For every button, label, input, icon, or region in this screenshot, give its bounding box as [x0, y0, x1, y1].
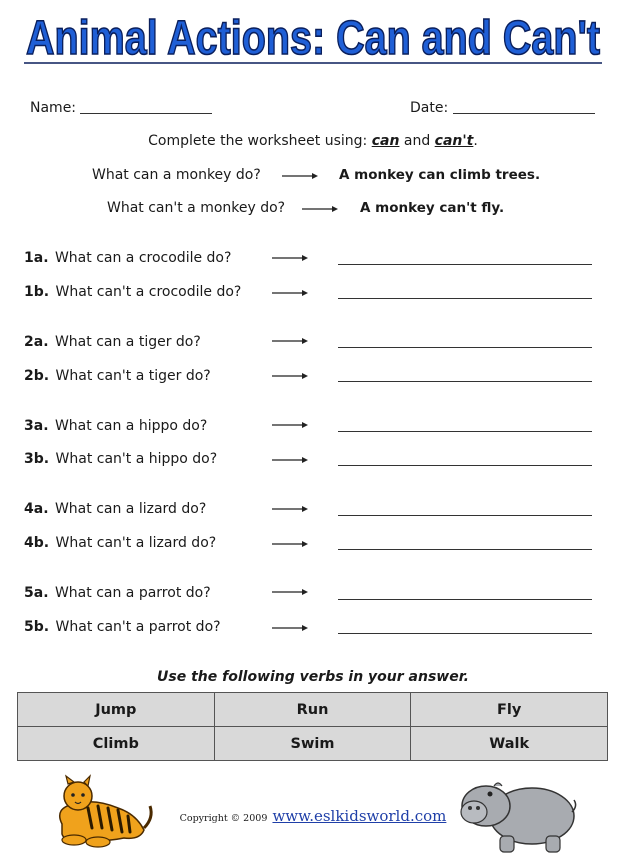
arrow-icon [282, 171, 318, 181]
verb-cell: Swim [214, 727, 411, 761]
question-number: 2a. [24, 334, 49, 350]
question-row [24, 619, 221, 635]
arrow-icon [272, 253, 308, 263]
example-question-2: What can't a monkey do? [107, 200, 286, 216]
answer-line[interactable] [338, 599, 592, 600]
verbs-instruction: Use the following verbs in your answer. [157, 669, 469, 685]
arrow-icon [272, 587, 308, 597]
name-blank[interactable] [80, 113, 212, 114]
question-text: What can a hippo do? [54, 418, 208, 434]
copyright-text: Copyright © 2009 [179, 813, 268, 824]
table-row [18, 693, 608, 727]
verb-cell: Climb [18, 727, 215, 761]
arrow-icon [272, 420, 308, 430]
answer-line[interactable] [338, 549, 592, 550]
question-text: What can a tiger do? [54, 334, 201, 350]
question-row [24, 585, 211, 601]
arrow-icon [272, 336, 308, 346]
example-answer-2: A monkey can't fly. [360, 200, 505, 216]
question-row [24, 284, 241, 300]
question-row [24, 368, 211, 384]
arrow-icon [272, 455, 308, 465]
arrow-icon [272, 623, 308, 633]
name-label: Name: [30, 100, 77, 116]
worksheet-title [0, 0, 626, 70]
instruction-middle: and [403, 133, 431, 149]
instruction [0, 133, 626, 149]
verb-cell: Walk [411, 727, 608, 761]
date-blank[interactable] [453, 113, 595, 114]
question-number: 4b. [24, 535, 50, 551]
verb-cell: Jump [18, 693, 215, 727]
date-field[interactable] [410, 100, 595, 116]
question-number: 5a. [24, 585, 49, 601]
question-row [24, 451, 217, 467]
example-question-1: What can a monkey do? [92, 167, 261, 183]
answer-line[interactable] [338, 298, 592, 299]
question-text: What can a lizard do? [54, 501, 207, 517]
hippo-illustration [460, 766, 580, 856]
question-number: 2b. [24, 368, 50, 384]
arrow-icon [272, 371, 308, 381]
answer-line[interactable] [338, 465, 592, 466]
question-row [24, 250, 231, 266]
verb-cell: Run [214, 693, 411, 727]
question-text: What can't a tiger do? [55, 368, 211, 384]
question-number: 3b. [24, 451, 50, 467]
question-number: 1b. [24, 284, 50, 300]
arrow-icon [302, 204, 338, 214]
question-text: What can't a parrot do? [55, 619, 221, 635]
question-number: 4a. [24, 501, 49, 517]
title-text: Animal Actions: Can and Can't [26, 12, 601, 65]
arrow-icon [272, 539, 308, 549]
question-text: What can a crocodile do? [54, 250, 232, 266]
question-number: 1a. [24, 250, 49, 266]
instruction-suffix: . [473, 133, 478, 149]
question-row [24, 501, 206, 517]
question-text: What can't a lizard do? [55, 535, 217, 551]
answer-line[interactable] [338, 633, 592, 634]
question-number: 5b. [24, 619, 50, 635]
arrow-icon [272, 504, 308, 514]
table-row [18, 727, 608, 761]
question-number: 3a. [24, 418, 49, 434]
question-row [24, 535, 216, 551]
answer-line[interactable] [338, 431, 592, 432]
question-row [24, 334, 201, 350]
instruction-word-can: can [371, 133, 400, 149]
answer-line[interactable] [338, 347, 592, 348]
answer-line[interactable] [338, 515, 592, 516]
question-row [24, 418, 207, 434]
website-link[interactable]: www.eslkidsworld.com [272, 807, 447, 825]
answer-line[interactable] [338, 381, 592, 382]
date-label: Date: [410, 100, 449, 116]
instruction-word-cant: can't [434, 133, 474, 149]
instruction-prefix: Complete the worksheet using: [148, 133, 368, 149]
name-field[interactable] [30, 100, 212, 116]
example-answer-1: A monkey can climb trees. [339, 167, 541, 183]
verb-cell: Fly [411, 693, 608, 727]
question-text: What can't a crocodile do? [55, 284, 242, 300]
arrow-icon [272, 288, 308, 298]
question-text: What can't a hippo do? [55, 451, 218, 467]
question-text: What can a parrot do? [54, 585, 211, 601]
answer-line[interactable] [338, 264, 592, 265]
verbs-table [17, 692, 608, 761]
